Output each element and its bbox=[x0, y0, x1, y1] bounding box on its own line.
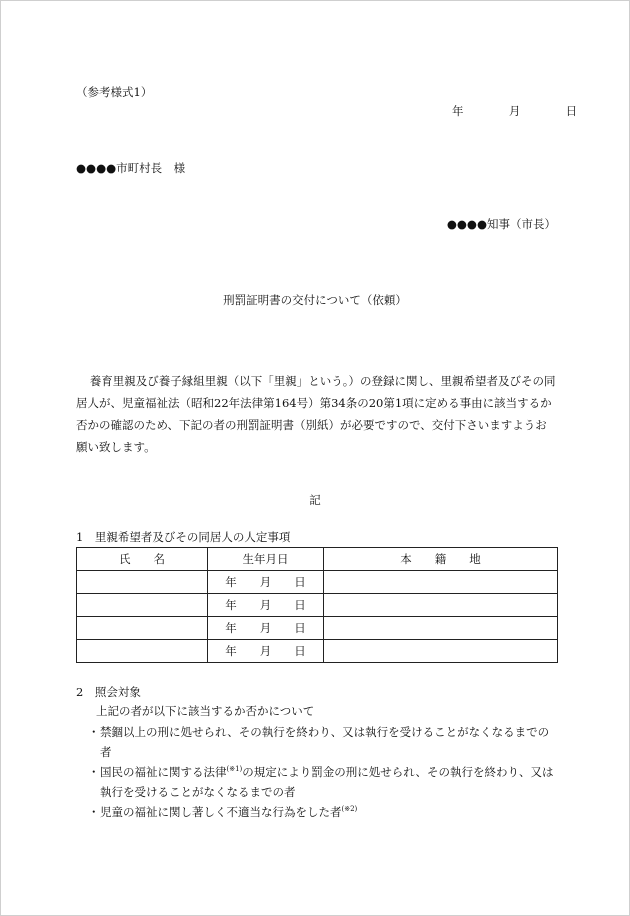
cell-dob: 年 月 日 bbox=[208, 617, 324, 640]
cell-dob: 年 月 日 bbox=[208, 594, 324, 617]
section2-intro: 上記の者が以下に該当するか否かについて bbox=[96, 704, 315, 718]
col-name-header: 氏 名 bbox=[77, 548, 208, 571]
form-label: （参考様式1） bbox=[76, 85, 153, 99]
cell-domicile bbox=[324, 571, 558, 594]
table-header-row bbox=[77, 548, 558, 571]
cell-name bbox=[77, 640, 208, 663]
date-day: 日 bbox=[565, 104, 578, 118]
addressee: ●●●●市町村長 様 bbox=[76, 161, 186, 175]
col-domicile-header: 本 籍 地 bbox=[324, 548, 558, 571]
cell-domicile bbox=[324, 640, 558, 663]
cell-domicile bbox=[324, 594, 558, 617]
footnote-ref: (※2) bbox=[341, 805, 358, 814]
criteria-text: 児童の福祉に関し著しく不適当な行為をした者 bbox=[100, 805, 342, 819]
date-month: 月 bbox=[508, 104, 521, 118]
list-item bbox=[88, 802, 558, 822]
cell-name bbox=[77, 571, 208, 594]
section1-heading: 1 里親希望者及びその同居人の人定事項 bbox=[76, 530, 291, 544]
bullet-icon: ・ bbox=[88, 765, 100, 779]
bullet-icon: ・ bbox=[88, 725, 100, 739]
date-year: 年 bbox=[452, 104, 464, 118]
cell-domicile bbox=[324, 617, 558, 640]
cell-name bbox=[77, 617, 208, 640]
criteria-text: 禁錮以上の刑に処せられ、その執行を終わり、又は執行を受けることがなくなるまでの者 bbox=[100, 725, 550, 759]
date-line bbox=[452, 103, 577, 119]
table-row bbox=[77, 617, 558, 640]
ki-heading: 記 bbox=[309, 493, 321, 507]
cell-dob: 年 月 日 bbox=[208, 640, 324, 663]
bullet-icon: ・ bbox=[88, 805, 100, 819]
cell-name bbox=[77, 594, 208, 617]
criteria-text-after: の規定により罰金の刑に処せられ、その執行を終わり、又は執行を受けることがなくなるまでの者 bbox=[100, 765, 554, 799]
list-item bbox=[88, 762, 558, 802]
sender: ●●●●知事（市長） bbox=[446, 217, 556, 231]
table-row bbox=[77, 640, 558, 663]
criteria-list bbox=[88, 722, 558, 822]
body-paragraph: 養育里親及び養子縁組里親（以下「里親」という。）の登録に関し、里親希望者及びその同居人が、児童福祉法（昭和22年法律第164号）第34条の20第1項に定める事由に該当するか否かの確認のため、下記の者の刑罰証明書（別紙）が必要ですので、交付下さいますようお願い致します。 bbox=[76, 374, 556, 454]
footnote-ref: (※1) bbox=[226, 765, 243, 774]
table-row bbox=[77, 594, 558, 617]
criteria-text-before: 国民の福祉に関する法律 bbox=[100, 765, 227, 779]
cell-dob: 年 月 日 bbox=[208, 571, 324, 594]
person-table bbox=[76, 547, 558, 663]
table-row bbox=[77, 571, 558, 594]
list-item bbox=[88, 722, 558, 762]
section2-heading: 2 照会対象 bbox=[76, 685, 141, 699]
document-title: 刑罰証明書の交付について（依頼） bbox=[223, 293, 407, 307]
col-dob-header: 生年月日 bbox=[208, 548, 324, 571]
